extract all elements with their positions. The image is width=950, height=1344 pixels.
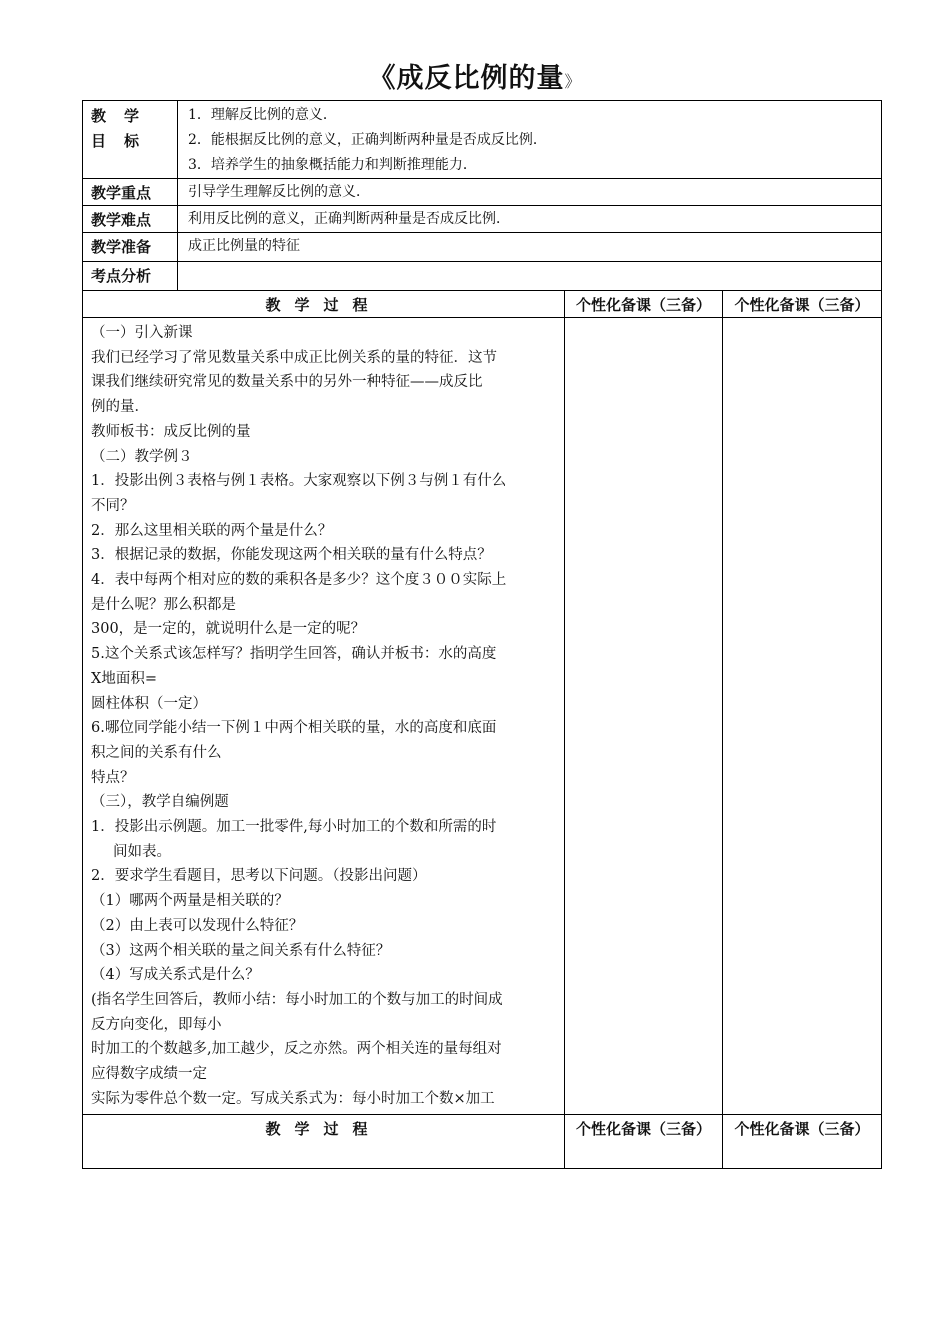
title-main: 《成反比例的量 [368,63,565,94]
process-line: (指名学生回答后，教师小结：每小时加工的个数与加工的时间成 [91,991,503,1008]
process-line: （二）教学例３ [91,448,193,465]
process-line: 积之间的关系有什么 [91,744,222,761]
process-line: （3）这两个相关联的量之间关系有什么特征？ [91,942,391,959]
process-line: （2）由上表可以发现什么特征？ [91,917,304,934]
difficulty-label: 教学难点 [83,206,178,233]
goals-row [83,101,882,179]
page-title [0,56,950,95]
exam-analysis-label: 考点分析 [83,262,178,291]
personal-prep-header-2: 个性化备课（三备） [723,291,882,318]
key-point-value: 引导学生理解反比例的意义． [178,179,882,206]
process-line: （一）引入新课 [91,325,193,341]
process-line: 圆柱体积（一定） [91,695,207,712]
process-line: 实际为零件总个数一定。写成关系式为：每小时加工个数×加工 [91,1090,495,1107]
process-line: 1．投影出示例题。加工一批零件,每小时加工的个数和所需的时 [91,819,497,836]
process-line: X地面积= [91,670,157,687]
exam-analysis-value [178,262,882,291]
process-line: 6.哪位同学能小结一下例１中两个相关联的量，水的高度和底面 [91,720,497,737]
difficulty-value: 利用反比例的意义，正确判断两种量是否成反比例． [178,206,882,233]
process-line: 不同？ [91,497,135,514]
process-header-row [83,291,882,318]
process-line: 教师板书：成反比例的量 [91,423,251,440]
process-line: 例的量． [91,399,149,416]
title-tail: 》 [564,72,582,91]
personal-prep-header-3: 个性化备课（三备） [565,1115,723,1169]
process-line: 是什么呢？那么积都是 [91,596,236,613]
process-line: 我们已经学习了常见数量关系中成正比例关系的量的特征．这节 [91,349,497,366]
process-line: （三），教学自编例题 [91,794,229,811]
process-content [83,318,565,1115]
preparation-value: 成正比例量的特征 [178,233,882,262]
personal-prep-header-4: 个性化备课（三备） [723,1115,882,1169]
process-line: 300，是一定的，就说明什么是一定的呢？ [91,621,366,638]
goals-label [83,101,178,179]
goal-item: 3．培养学生的抽象概括能力和判断推理能力． [188,157,477,173]
process-line: 3．根据记录的数据，你能发现这两个相关联的量有什么特点？ [91,547,492,564]
process-line: 1．投影出例３表格与例１表格。大家观察以下例３与例１有什么 [91,473,507,490]
key-point-row [83,179,882,206]
difficulty-row [83,206,882,233]
process-line: 4．表中每两个相对应的数的乘积各是多少？这个度３００实际上 [91,572,507,589]
personal-prep-cell-2 [723,318,882,1115]
process-header: 教学过程 [83,291,565,318]
exam-analysis-row [83,262,882,291]
goals-label-line1: 教学 [91,107,158,125]
process-header-row-2 [83,1115,882,1169]
process-line: 5.这个关系式该怎样写？指明学生回答，确认并板书：水的高度 [91,646,497,663]
goal-item: 2．能根据反比例的意义，正确判断两种量是否成反比例． [188,132,547,148]
goals-label-line2: 目标 [91,132,158,150]
personal-prep-cell-1 [565,318,723,1115]
process-line: 2．那么这里相关联的两个量是什么？ [91,522,333,539]
personal-prep-header-1: 个性化备课（三备） [565,291,723,318]
goals-value [178,101,882,179]
key-point-label: 教学重点 [83,179,178,206]
lesson-plan-table [82,100,882,1169]
preparation-row [83,233,882,262]
process-line: 特点？ [91,769,135,786]
process-line: 间如表。 [113,843,171,860]
process-line: 2．要求学生看题目，思考以下问题。（投影出问题） [91,868,427,885]
process-header-2: 教学过程 [83,1115,565,1169]
preparation-label: 教学准备 [83,233,178,262]
process-line: （4）写成关系式是什么？ [91,967,260,984]
process-line: 应得数字成绩一定 [91,1066,207,1083]
process-line: （1）哪两个两量是相关联的？ [91,893,289,910]
process-line: 反方向变化，即每小 [91,1016,222,1033]
process-line: 时加工的个数越多,加工越少，反之亦然。两个相关连的量每组对 [91,1041,502,1058]
process-body-row [83,318,882,1115]
process-line: 课我们继续研究常见的数量关系中的另外一种特征——成反比 [91,374,483,391]
goal-item: 1．理解反比例的意义． [188,107,337,123]
